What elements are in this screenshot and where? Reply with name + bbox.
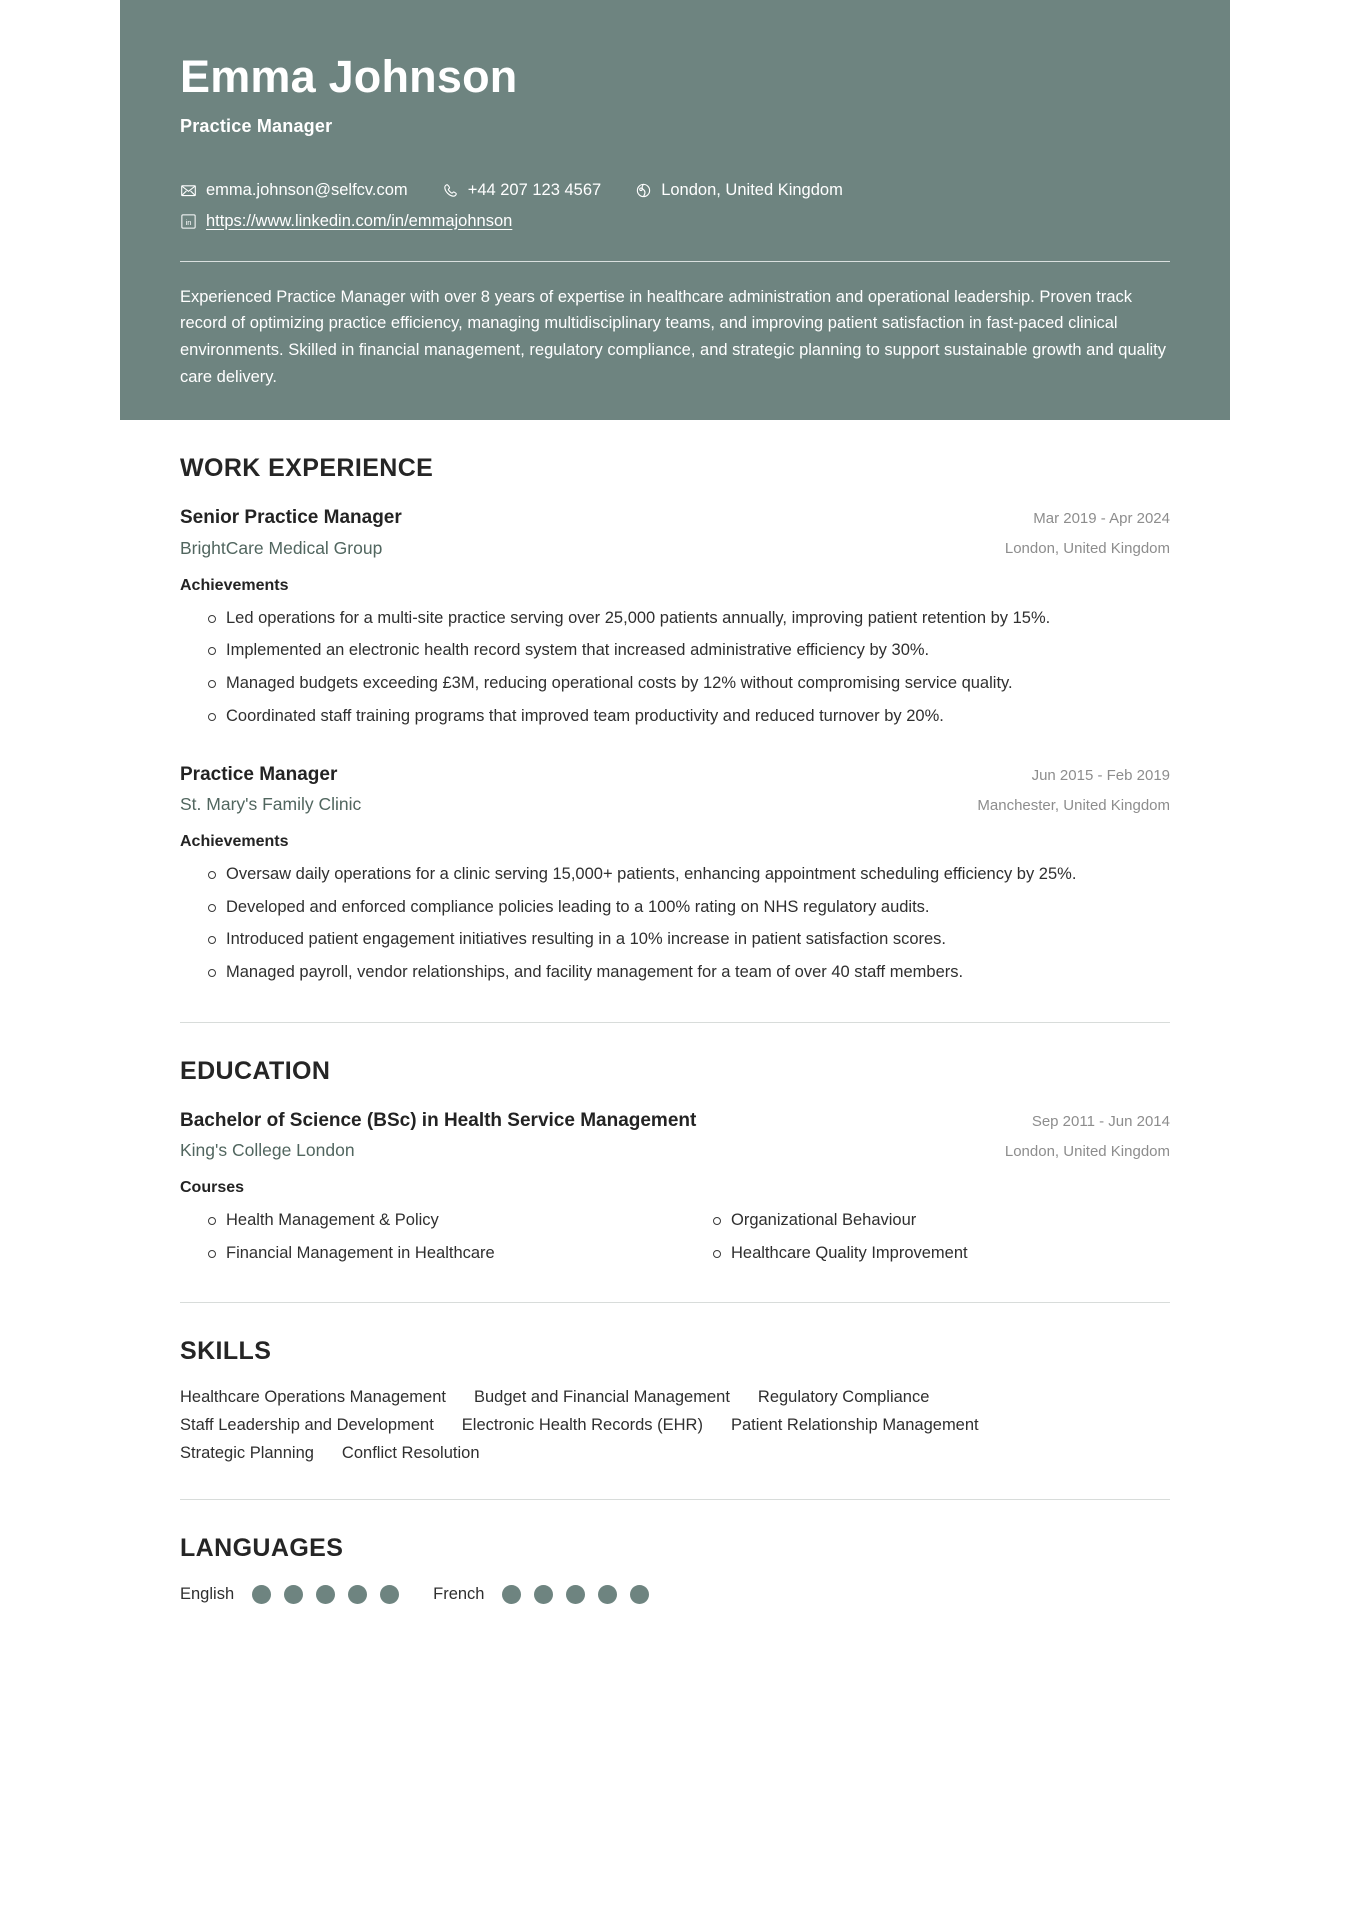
- skills-list: [180, 1388, 1120, 1463]
- work-entry-role: Practice Manager: [180, 763, 338, 785]
- skill-item: Staff Leadership and Development: [180, 1416, 434, 1435]
- section-education: [180, 1023, 1170, 1304]
- contact-email-text: emma.johnson@selfcv.com: [206, 180, 408, 199]
- section-languages: [180, 1500, 1170, 1604]
- work-entry-left: [180, 505, 981, 560]
- list-item: Coordinated staff training programs that improved team productivity and reduced turnover by 20%.: [180, 703, 1170, 730]
- work-entry: [180, 505, 1170, 729]
- level-dot: [630, 1585, 649, 1604]
- contact-linkedin-text[interactable]: https://www.linkedin.com/in/emmajohnson: [206, 211, 513, 230]
- section-title-education: EDUCATION: [180, 1056, 331, 1085]
- contact-phone-text: +44 207 123 4567: [467, 180, 602, 199]
- work-entry-role: Senior Practice Manager: [180, 507, 402, 529]
- language-name: English: [180, 1585, 235, 1604]
- professional-summary: Experienced Practice Manager with over 8 years of expertise in healthcare administration and operational leadership. Proven track record of optimizing practice efficiency, managing multidisciplinary teams, and improving patient satisfaction in fast-paced clinical environments. Skilled in financial management, regulatory compliance, and strategic planning to support sustainable growth and quality care delivery.: [180, 287, 1166, 386]
- level-dot: [534, 1585, 553, 1604]
- education-dates: Sep 2011 - Jun 2014: [1031, 1112, 1170, 1130]
- skill-item: Patient Relationship Management: [730, 1416, 979, 1435]
- work-entry-organization: St. Mary's Family Clinic: [180, 794, 362, 815]
- work-entry-organization: BrightCare Medical Group: [180, 538, 383, 559]
- section-title-skills: SKILLS: [180, 1337, 272, 1366]
- contact-linkedin[interactable]: [180, 212, 512, 231]
- linkedin-row: [180, 212, 1170, 231]
- work-entry-location: London, United Kingdom: [1004, 540, 1170, 558]
- list-item: Developed and enforced compliance policies leading to a 100% rating on NHS regulatory audits.: [180, 894, 1170, 921]
- list-item: Health Management & Policy: [180, 1207, 665, 1234]
- level-dot: [380, 1585, 399, 1604]
- level-dot: [316, 1585, 335, 1604]
- skill-item: Budget and Financial Management: [473, 1388, 730, 1407]
- education-degree: Bachelor of Science (BSc) in Health Service Management: [180, 1109, 697, 1131]
- work-entry-head: [180, 505, 1170, 560]
- courses-list: [180, 1207, 1170, 1266]
- page-title: Emma Johnson: [180, 51, 518, 102]
- skill-item: Electronic Health Records (EHR): [461, 1416, 703, 1435]
- languages-list: [180, 1585, 1170, 1604]
- language-level-dots: [252, 1585, 399, 1604]
- section-work-experience: [180, 420, 1170, 1022]
- education-entry-head: [180, 1108, 1170, 1163]
- header-divider: [180, 261, 1170, 262]
- achievements-label: Achievements: [180, 832, 289, 850]
- linkedin-icon: [180, 213, 197, 230]
- list-item: Financial Management in Healthcare: [180, 1240, 665, 1267]
- level-dot: [566, 1585, 585, 1604]
- work-entry-dates: Mar 2019 - Apr 2024: [1033, 510, 1170, 528]
- level-dot: [284, 1585, 303, 1604]
- resume-header: [120, 0, 1230, 420]
- education-entry-left: [180, 1108, 981, 1163]
- achievements-list: [180, 861, 1170, 986]
- phone-icon: [442, 182, 459, 199]
- work-entry-left: [180, 762, 953, 817]
- globe-icon: [635, 182, 652, 199]
- education-entry-meta: [1005, 1108, 1170, 1162]
- email-icon: [180, 182, 197, 199]
- work-entry-dates: Jun 2015 - Feb 2019: [1031, 766, 1170, 784]
- achievements-list: [180, 605, 1170, 730]
- level-dot: [348, 1585, 367, 1604]
- language-name: French: [433, 1585, 485, 1604]
- section-title-work-experience: WORK EXPERIENCE: [180, 454, 434, 483]
- work-entry-location: Manchester, United Kingdom: [977, 796, 1170, 814]
- section-skills: [180, 1303, 1170, 1500]
- list-item: Introduced patient engagement initiatives resulting in a 10% increase in patient satisfaction scores.: [180, 926, 1170, 953]
- list-item: Managed budgets exceeding £3M, reducing operational costs by 12% without compromising service quality.: [180, 670, 1170, 697]
- work-entry-meta: [977, 762, 1170, 816]
- list-item: Led operations for a multi-site practice serving over 25,000 patients annually, improving patient retention by 15%.: [180, 605, 1170, 632]
- resume-body: [120, 420, 1230, 1604]
- level-dot: [598, 1585, 617, 1604]
- language-level-dots: [502, 1585, 649, 1604]
- skill-item: Strategic Planning: [180, 1444, 314, 1463]
- skill-item: Conflict Resolution: [341, 1444, 480, 1463]
- education-entry: [180, 1108, 1170, 1267]
- contact-row: [180, 181, 1170, 200]
- work-entry-head: [180, 762, 1170, 817]
- education-location: London, United Kingdom: [1004, 1142, 1170, 1160]
- work-entry: [180, 762, 1170, 986]
- svg-text:in: in: [185, 217, 192, 227]
- level-dot: [252, 1585, 271, 1604]
- skill-item: Regulatory Compliance: [757, 1388, 930, 1407]
- contact-location: [635, 181, 843, 200]
- contact-phone[interactable]: [442, 181, 602, 200]
- resume-page: [120, 0, 1230, 1604]
- job-title: Practice Manager: [180, 115, 333, 136]
- section-title-languages: LANGUAGES: [180, 1534, 344, 1563]
- language-item: [433, 1585, 649, 1604]
- language-item: [180, 1585, 399, 1604]
- contact-location-text: London, United Kingdom: [661, 180, 843, 199]
- education-institution: King's College London: [180, 1140, 355, 1161]
- list-item: Organizational Behaviour: [685, 1207, 1170, 1234]
- courses-label: Courses: [180, 1178, 245, 1196]
- list-item: Managed payroll, vendor relationships, and facility management for a team of over 40 staff members.: [180, 959, 1170, 986]
- contact-email[interactable]: [180, 181, 408, 200]
- list-item: Healthcare Quality Improvement: [685, 1240, 1170, 1267]
- level-dot: [502, 1585, 521, 1604]
- list-item: Implemented an electronic health record system that increased administrative efficiency by 30%.: [180, 637, 1170, 664]
- skill-item: Healthcare Operations Management: [180, 1388, 446, 1407]
- list-item: Oversaw daily operations for a clinic serving 15,000+ patients, enhancing appointment scheduling efficiency by 25%.: [180, 861, 1170, 888]
- achievements-label: Achievements: [180, 576, 289, 594]
- work-entry-meta: [1005, 505, 1170, 559]
